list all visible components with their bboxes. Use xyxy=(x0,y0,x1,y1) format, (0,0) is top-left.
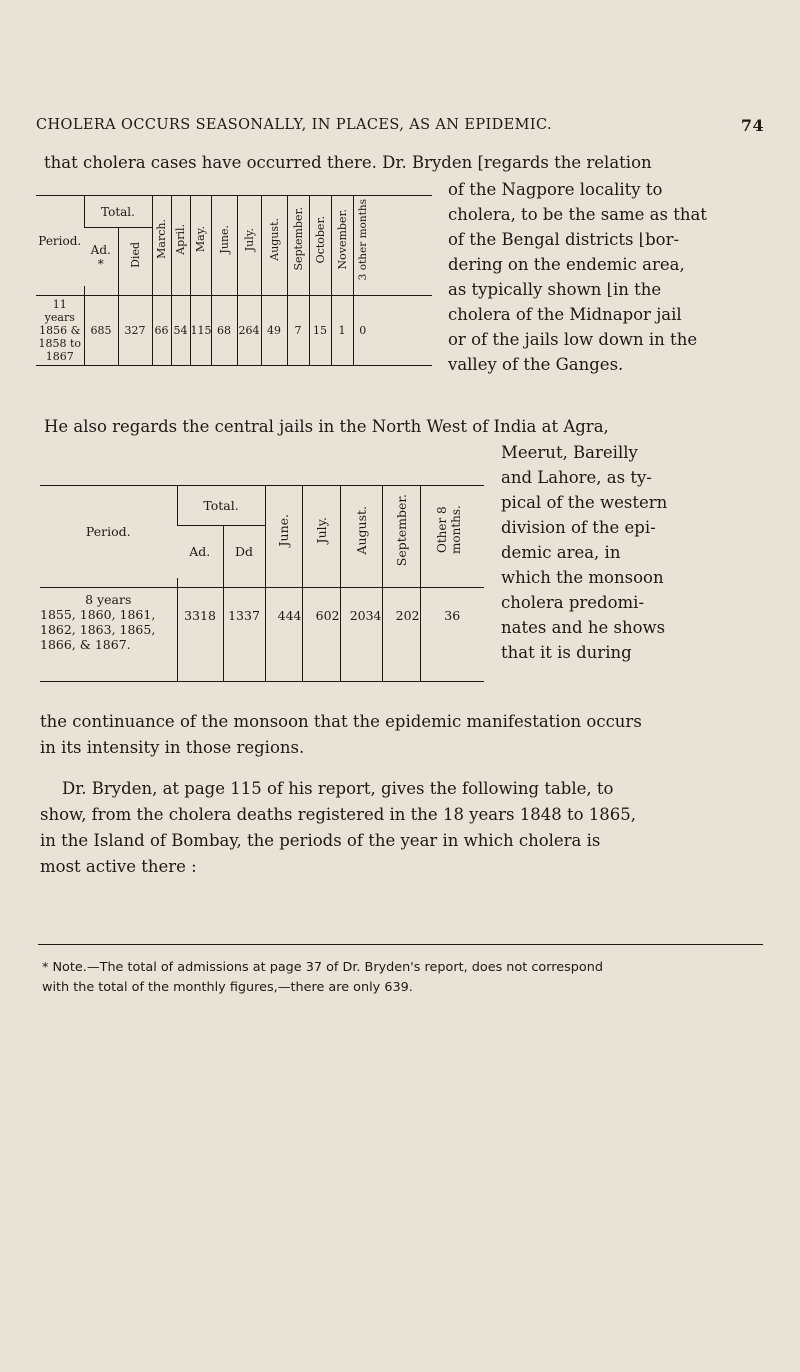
value-cell: 444 xyxy=(265,588,302,682)
value-cell: 115 xyxy=(190,296,211,366)
month-header: November. xyxy=(335,209,349,270)
value-cell: 54 xyxy=(171,296,190,366)
body-line: the continuance of the monsoon that the epidemic manifestation occurs xyxy=(40,712,642,731)
month-header: October. xyxy=(313,215,327,263)
side-line: valley of the Ganges. xyxy=(448,355,624,374)
side-line: cholera of the Midnapor jail xyxy=(448,305,682,324)
running-title: CHOLERA OCCURS SEASONALLY, IN PLACES, AS AN EPIDEMIC. xyxy=(36,117,553,133)
ad-cell: 685 xyxy=(84,296,118,366)
month-header: March. xyxy=(155,219,168,260)
side-line: cholera, to be the same as that xyxy=(448,205,707,224)
value-cell: 0 xyxy=(353,296,372,366)
total-header: Total. xyxy=(84,196,152,228)
month-header: June. xyxy=(217,224,231,254)
ad-header: Ad. xyxy=(177,526,223,578)
month-header: 3 other months xyxy=(356,198,369,280)
body-line: He also regards the central jails in the North West of India at Agra, xyxy=(44,417,609,436)
died-cell: 327 xyxy=(118,296,152,366)
side-line: as typically shown ⌊in the xyxy=(448,280,662,299)
period-header: Period. xyxy=(36,196,84,286)
body-line: Dr. Bryden, at page 115 of his report, gives the following table, to xyxy=(62,779,614,798)
footnote-rule xyxy=(38,944,763,945)
period-cell: 11 years 1856 & 1858 to 1867 xyxy=(36,296,84,366)
month-header: July. xyxy=(313,517,329,544)
value-cell: 202 xyxy=(382,588,420,682)
side-line: dering on the endemic area, xyxy=(448,255,685,274)
total-header: Total. xyxy=(177,486,265,526)
value-cell: 66 xyxy=(152,296,171,366)
month-header: May. xyxy=(194,226,207,253)
side-line: pical of the western xyxy=(501,493,668,512)
side-line: of the Bengal districts ⌊bor- xyxy=(448,230,680,249)
side-line: which the monsoon xyxy=(501,568,664,587)
ad-cell: 3318 xyxy=(177,588,223,682)
ad-header: Ad. * xyxy=(84,228,118,286)
body-line: most active there : xyxy=(40,857,197,876)
period-header: Period. xyxy=(40,486,177,578)
month-header: September. xyxy=(393,494,409,567)
month-header: Other 8 months. xyxy=(435,505,464,555)
footnote-line: with the total of the monthly figures,—there are only 639. xyxy=(42,980,413,995)
side-line: Meerut, Bareilly xyxy=(501,443,638,462)
body-line: show, from the cholera deaths registered in the 18 years 1848 to 1865, xyxy=(40,805,636,824)
side-line: or of the jails low down in the xyxy=(448,330,698,349)
side-line: and Lahore, as ty- xyxy=(501,468,652,487)
footnote-marker: * xyxy=(97,256,104,271)
value-cell: 36 xyxy=(420,588,484,682)
value-cell: 602 xyxy=(302,588,340,682)
month-header: August. xyxy=(353,505,369,555)
dd-header: Dd xyxy=(223,526,265,578)
body-line: in its intensity in those regions. xyxy=(40,738,305,757)
value-cell: 264 xyxy=(237,296,261,366)
value-cell: 49 xyxy=(261,296,287,366)
running-head xyxy=(36,117,764,133)
side-line: demic area, in xyxy=(501,543,621,562)
value-cell: 68 xyxy=(211,296,237,366)
footnote-line: * Note.—The total of admissions at page 37 of Dr. Bryden's report, does not correspond xyxy=(42,960,603,975)
died-header: Died xyxy=(128,242,142,269)
body-line: in the Island of Bombay, the periods of the year in which cholera is xyxy=(40,831,601,850)
side-line: cholera predomi- xyxy=(501,593,645,612)
month-header: July. xyxy=(242,227,256,251)
agra-table xyxy=(40,485,484,682)
month-header: April. xyxy=(174,223,187,255)
page-number: 74 xyxy=(740,116,764,135)
dd-cell: 1337 xyxy=(223,588,265,682)
value-cell: 7 xyxy=(287,296,309,366)
value-cell: 15 xyxy=(309,296,331,366)
footnote xyxy=(42,958,762,998)
month-header: August. xyxy=(267,217,281,261)
nagpore-table xyxy=(36,195,432,366)
body-line: that cholera cases have occurred there. Dr. Bryden [regards the relation xyxy=(44,153,652,172)
value-cell: 1 xyxy=(331,296,353,366)
side-line: nates and he shows xyxy=(501,618,666,637)
side-line: division of the epi- xyxy=(501,518,656,537)
side-line: that it is during xyxy=(501,643,632,662)
month-header: September. xyxy=(291,207,305,272)
value-cell: 2034 xyxy=(340,588,382,682)
month-header: June. xyxy=(276,514,291,547)
period-cell: 8 years 1855, 1860, 1861, 1862, 1863, 1865, 1866, & 1867. xyxy=(40,588,177,682)
side-line: of the Nagpore locality to xyxy=(448,180,663,199)
